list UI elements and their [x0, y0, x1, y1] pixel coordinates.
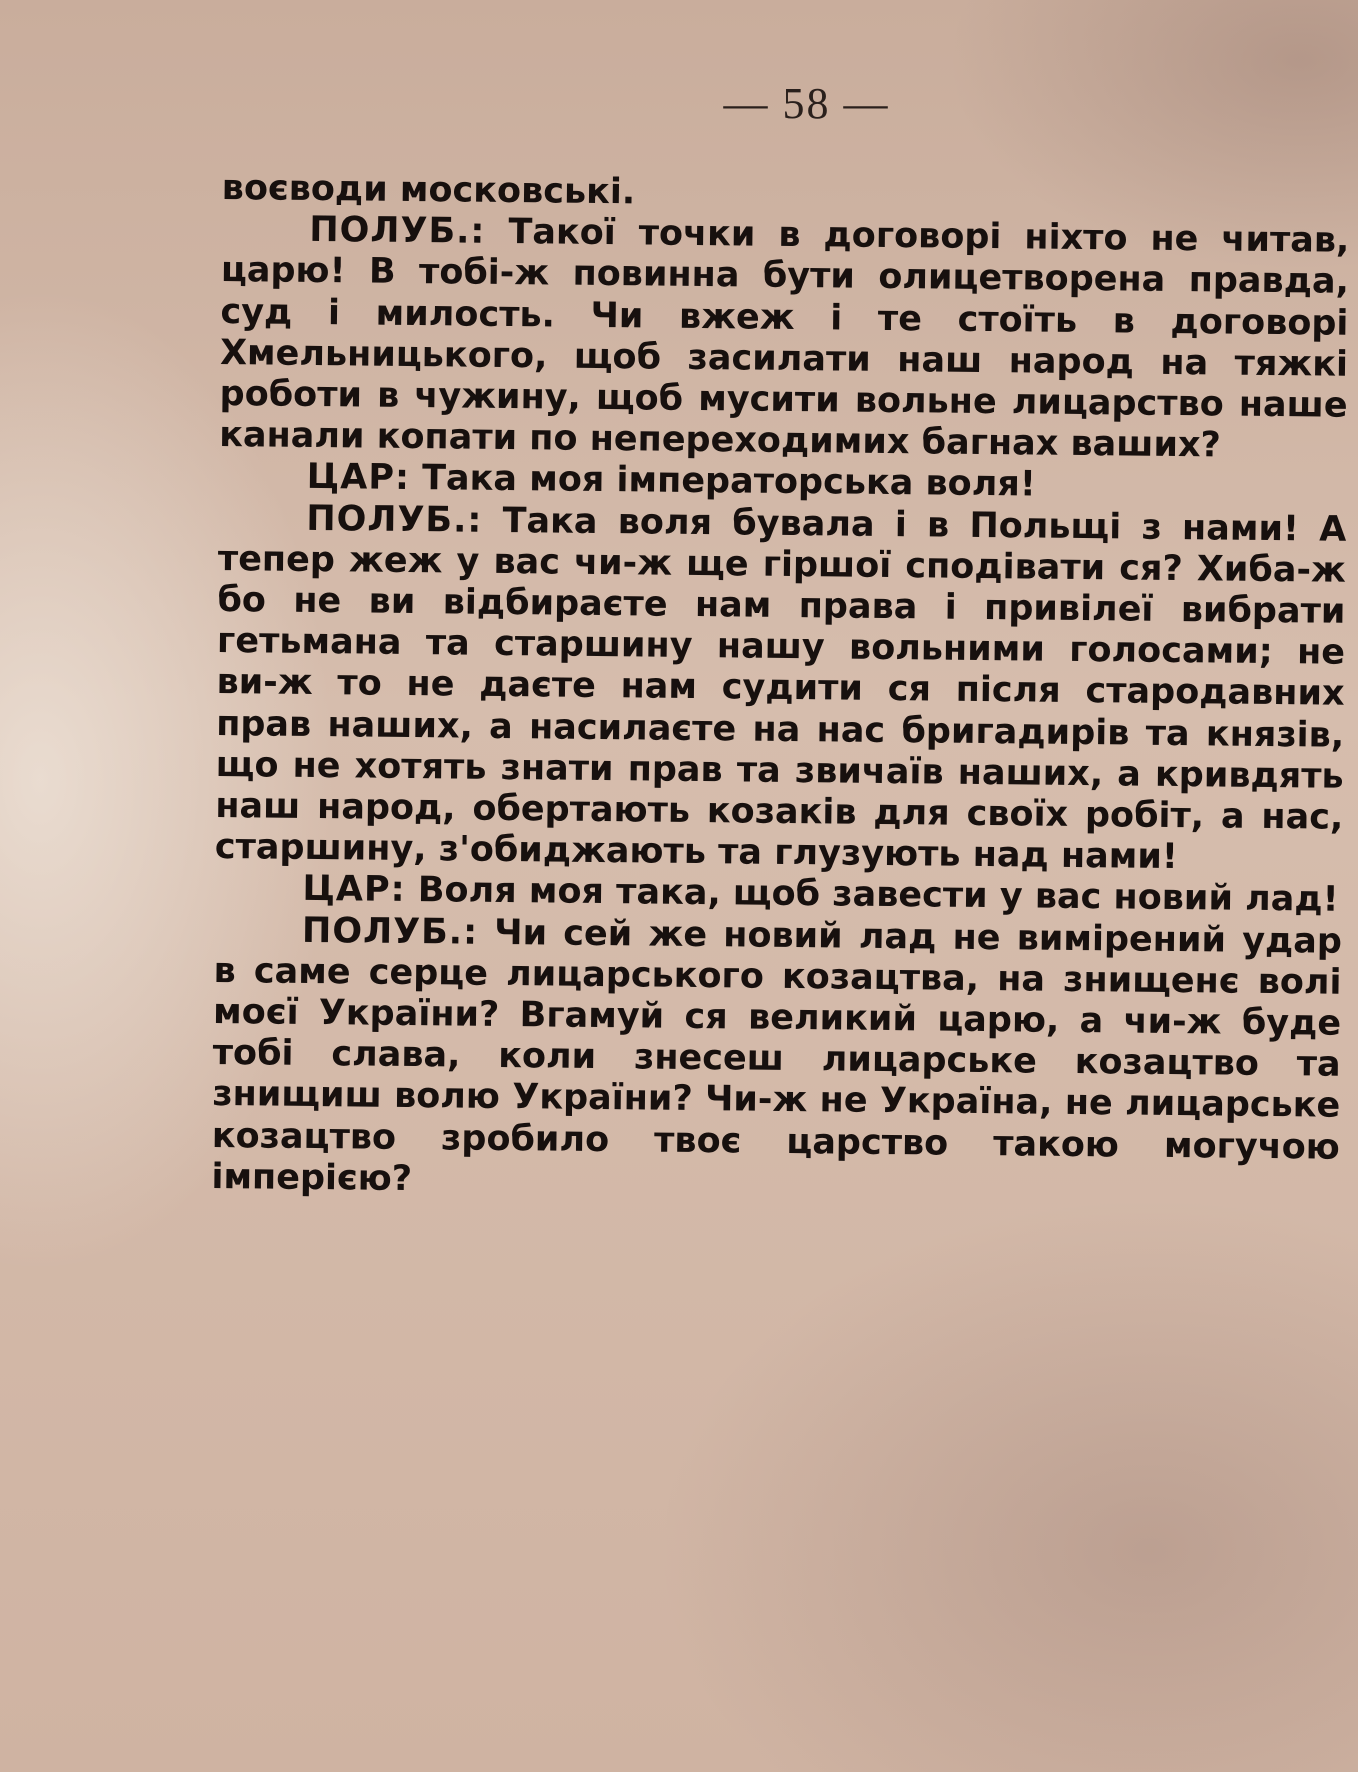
speaker-name: ЦАР: — [306, 457, 411, 499]
page-number: — 58 — — [723, 79, 890, 128]
line-text: Чи сей же новий лад не вимірений удар в саме серце лицарського козацтва, на знищенє волі моєї України? Вгамуй ся великий царю, а чи-ж буде тобі слава, коли знесеш лицарське козацтво та знищиш волю України? Чи-ж не Україна, не лицарське козацтво зробило твоє царство такою могучою імперією? — [211, 912, 1343, 1199]
speaker-name: ЦАР: — [302, 869, 406, 911]
speaker-name: ПОЛУБ.: — [309, 210, 486, 252]
dialogue-line-polub — [211, 910, 1342, 1210]
dialogue-line-polub — [219, 209, 1350, 468]
line-text: Така воля бувала і в Польщі з нами! А тепер жеж у вас чи-ж ще гіршої сподівати ся? Хиба-ж бо не ви відбираєте нам права і привілеї вибрати гетьмана та старшину нашу вольними голосами; не ви-ж то не даєте нам судити ся після стародавних прав наших, а насилаєте на нас бригадирів та князів, що не хотять знати прав та звичаїв наших, а кривдять наш народ, обертають козаків для своїх робіт, а нас, старшину, з'обиджають та глузують над нами! — [214, 500, 1347, 878]
dialogue-line-polub — [215, 498, 1347, 881]
line-text: Така моя імператорська воля! — [421, 458, 1036, 505]
paragraph-text: воєводи московські. — [221, 168, 636, 213]
line-text: Воля моя така, щоб завести у вас новий лад! — [417, 870, 1339, 921]
line-text: Такої точки в договорі ніхто не читав, царю! В тобі-ж повинна бути олицетворена правда, суд і милость. Чи вжеж і те стоїть в договорі Хмельницького, щоб засилати наш народ на тяжкі роботи в чужину, щоб мусити вольне лицарство наше канали копати по непереходимих багнах ваших? — [218, 212, 1350, 466]
speaker-name: ПОЛУБ.: — [306, 498, 483, 541]
dialogue-text — [211, 168, 1350, 1210]
speaker-name: ПОЛУБ.: — [301, 910, 479, 953]
